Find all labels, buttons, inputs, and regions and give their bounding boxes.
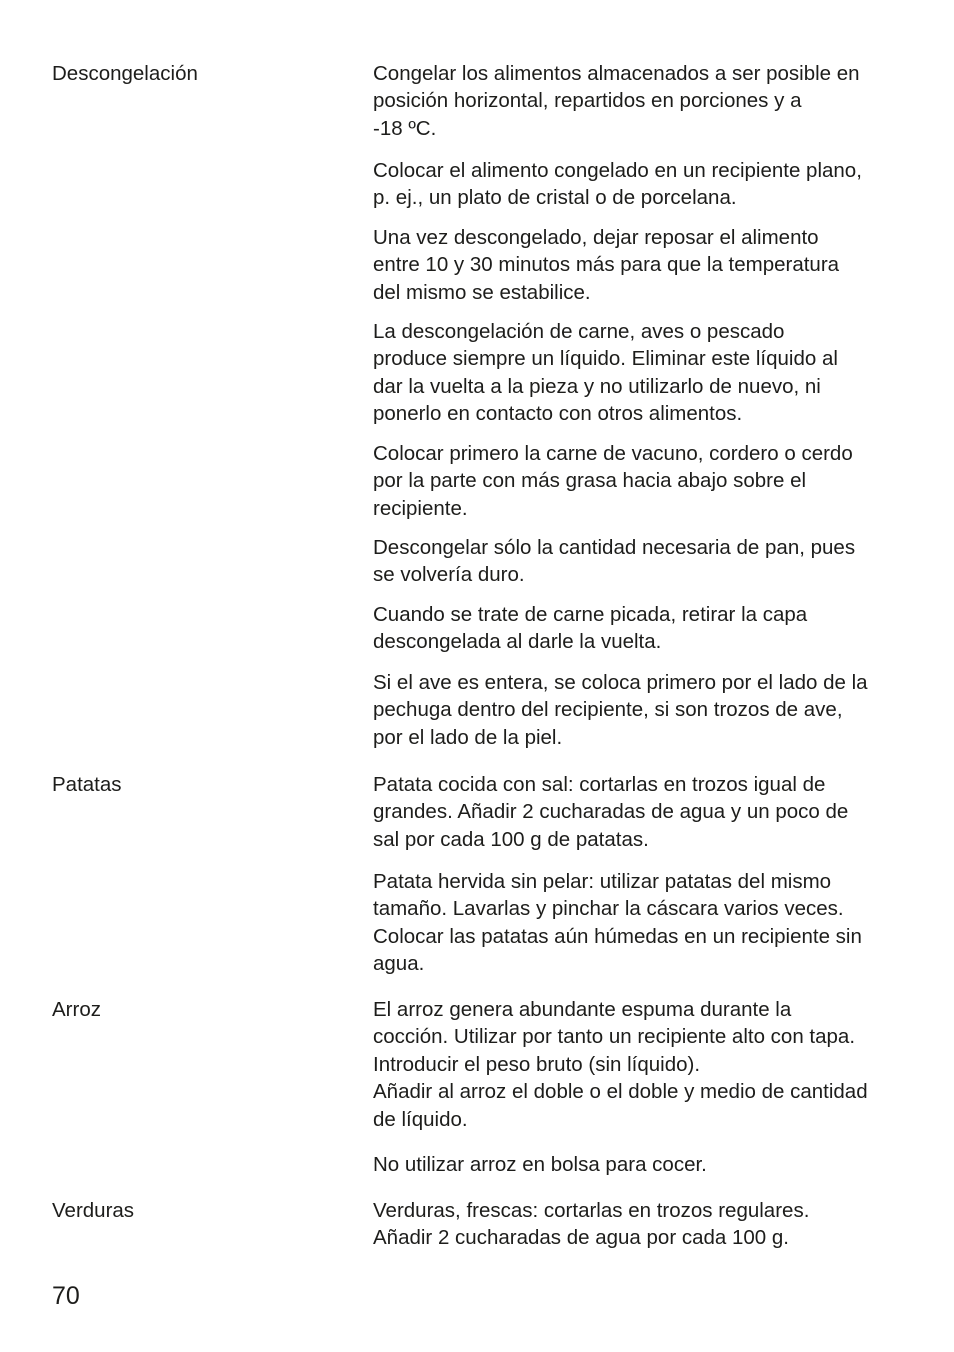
section-heading: Arroz (52, 998, 101, 1021)
paragraph: Colocar el alimento congelado en un recipiente plano, p. ej., un plato de cristal o de porcelana. (373, 159, 862, 210)
paragraph: Una vez descongelado, dejar reposar el alimento entre 10 y 30 minutos más para que la temperatura del mismo se estabilice. (373, 226, 840, 304)
paragraph: Verduras, frescas: cortarlas en trozos regulares. Añadir 2 cucharadas de agua por cada 100 g. (373, 1199, 810, 1250)
paragraph: La descongelación de carne, aves o pescado produce siempre un líquido. Eliminar este líquido al dar la vuelta a la pieza y no utilizarlo de nuevo, ni ponerlo en contacto con otros alimentos. (373, 320, 838, 426)
paragraph: Colocar primero la carne de vacuno, cordero o cerdo por la parte con más grasa hacia abajo sobre el recipiente. (373, 442, 853, 520)
page-number: 70 (52, 1282, 80, 1310)
section-heading: Descongelación (52, 62, 198, 85)
paragraph: Congelar los alimentos almacenados a ser posible en posición horizontal, repartidos en porciones y a -18 ºC. (373, 62, 860, 140)
paragraph: Patata cocida con sal: cortarlas en trozos igual de grandes. Añadir 2 cucharadas de agua y un poco de sal por cada 100 g de patatas. (373, 773, 849, 851)
paragraph: No utilizar arroz en bolsa para cocer. (373, 1153, 707, 1176)
paragraph: El arroz genera abundante espuma durante la cocción. Utilizar por tanto un recipiente alto con tapa. Introducir el peso bruto (sin líquido). Añadir al arroz el doble o el doble y medio de cantidad de líquido. (373, 998, 868, 1131)
paragraph: Descongelar sólo la cantidad necesaria de pan, pues se volvería duro. (373, 536, 856, 587)
section-heading: Verduras (52, 1199, 135, 1222)
paragraph: Cuando se trate de carne picada, retirar la capa descongelada al darle la vuelta. (373, 603, 808, 654)
section-heading: Patatas (52, 773, 122, 796)
paragraph: Si el ave es entera, se coloca primero por el lado de la pechuga dentro del recipiente, si son trozos de ave, por el lado de la piel. (373, 671, 868, 749)
paragraph: Patata hervida sin pelar: utilizar patatas del mismo tamaño. Lavarlas y pinchar la cáscara varios veces. Colocar las patatas aún húmedas en un recipiente sin agua. (373, 870, 862, 976)
